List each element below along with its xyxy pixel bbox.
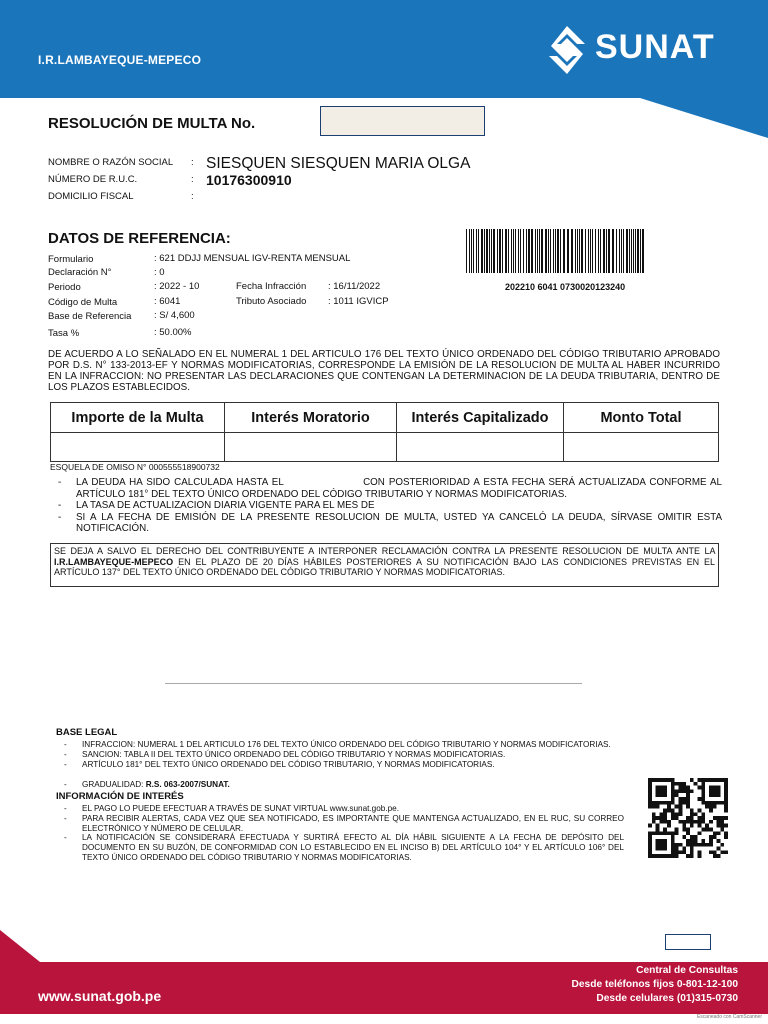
col-interes-moratorio: Interés Moratorio (225, 403, 397, 433)
barcode-icon (466, 229, 644, 273)
col-importe: Importe de la Multa (51, 403, 225, 433)
name-label: NOMBRE O RAZÓN SOCIAL (48, 157, 174, 168)
resolution-title: RESOLUCIÓN DE MULTA No. (48, 115, 256, 132)
fecha-label: Fecha Infracción (236, 281, 307, 292)
base-legal-item: - INFRACCION: NUMERAL 1 DEL ARTICULO 176 DEL TEXTO ÚNICO ORDENADO DEL CÓDIGO TRIBUTARIO Y NORMAS MODIFICATORIAS. (56, 740, 636, 750)
barcode-number: 202210 6041 0730020123240 (505, 282, 626, 292)
reference-title: DATOS DE REFERENCIA: (48, 230, 231, 247)
cell-interes-capitalizado (397, 433, 564, 462)
gradualidad (56, 780, 230, 790)
tributo-label: Tributo Asociado (236, 296, 307, 307)
footer-url-link[interactable]: www.sunat.gob.pe (38, 988, 162, 1004)
base-ref-label: Base de Referencia (48, 311, 132, 322)
gradualidad-value: R.S. 063-2007/SUNAT. (145, 780, 230, 789)
domicilio-sep: : (191, 191, 194, 202)
formulario-label: Formulario (48, 254, 94, 265)
base-legal-title: BASE LEGAL (56, 727, 118, 738)
intro-paragraph: DE ACUERDO A LO SEÑALADO EN EL NUMERAL 1 DEL ARTICULO 176 DEL TEXTO ÚNICO ORDENADO DEL CÓDIGO TRIBUTARIO APROBADO POR D.S. N° 133-2013-EF Y NORMAS MODIFICATORIAS, CORRESPONDE LA EMISIÓN DE LA RESOLUCION DE MULTA AL HABER INCURRIDO EN LA INFRACCION: NO PRESENTAR LAS DECLARACIONES QUE CONTENGAN LA DETERMINACION DE LA DEUDA TRIBUTARIA, DENTRO DE LOS PLAZOS ESTABLECIDOS. (48, 349, 720, 393)
ruc-label: NÚMERO DE R.U.C. (48, 174, 138, 185)
signature-line (165, 683, 582, 684)
footer-line1: Central de Consultas (636, 965, 738, 976)
ruc-value: 10176300910 (206, 172, 292, 188)
name-sep: : (191, 157, 194, 168)
cell-interes-moratorio (225, 433, 397, 462)
note-item: - LA DEUDA HA SIDO CALCULADA HASTA EL CON POSTERIORIDAD A ESTA FECHA SERÁ ACTUALIZADA CONFORME AL ARTÍCULO 181° DEL TEXTO ÚNICO ORDENADO DEL CÓDIGO TRIBUTARIO Y NORMAS MODIFICATORIAS. (50, 477, 722, 500)
ruc-sep: : (191, 174, 194, 185)
gradualidad-item (56, 780, 230, 790)
scanner-watermark: Escaneado con CamScanner (696, 1014, 762, 1020)
codigo-value: : 6041 (154, 296, 181, 307)
gradualidad-label: GRADUALIDAD: (82, 780, 146, 789)
declaracion-label: Declaración N° (48, 267, 112, 278)
footer-line2: Desde teléfonos fijos 0-801-12-100 (571, 979, 738, 990)
tasa-value: : 50.00% (154, 327, 192, 338)
base-legal-list (56, 740, 636, 769)
notes-list (50, 477, 725, 535)
table-row (51, 433, 719, 462)
declaracion-value: : 0 (154, 267, 165, 278)
col-monto-total: Monto Total (564, 403, 719, 433)
info-item: - LA NOTIFICACIÓN SE CONSIDERARÁ EFECTUADA Y SURTIRÁ EFECTO AL DÍA HÁBIL SIGUIENTE A LA FECHA DE DEPÓSITO DEL DOCUMENTO EN SU BUZÓN, DE CONFORMIDAD CON LO ESTABLECIDO EN EL INCISO B) DEL ARTÍCULO 104° Y EL ARTÍCULO 106° DEL TEXTO ÚNICO ORDENADO DEL CÓDIGO TRIBUTARIO Y NORMAS MODIFICATORIAS. (56, 833, 624, 862)
reclamacion-text-2: EN EL PLAZO DE 20 DÍAS HÁBILES POSTERIORES A SU NOTIFICACIÓN BAJO LAS CONDICIONES PREVISTAS EN EL ARTÍCULO 137° DEL TEXTO ÚNICO ORDENADO DEL CÓDIGO TRIBUTARIO Y NORMAS MODIFICATORIAS. (54, 556, 715, 577)
info-item: - EL PAGO LO PUEDE EFECTUAR A TRAVÉS DE SUNAT VIRTUAL www.sunat.gob.pe. (56, 804, 624, 814)
fecha-value: : 16/11/2022 (328, 281, 381, 292)
name-value: SIESQUEN SIESQUEN MARIA OLGA (206, 155, 471, 172)
resolution-number-box (320, 106, 485, 136)
periodo-value: : 2022 - 10 (154, 281, 200, 292)
col-interes-capitalizado: Interés Capitalizado (397, 403, 564, 433)
tributo-value: : 1011 IGVICP (328, 296, 389, 307)
base-ref-value: : S/ 4,600 (154, 310, 195, 321)
footer-corner (0, 930, 40, 962)
reclamacion-entity: I.R.LAMBAYEQUE-MEPECO (54, 556, 174, 567)
periodo-label: Periodo (48, 282, 81, 293)
cell-importe (51, 433, 225, 462)
tasa-label: Tasa % (48, 328, 80, 339)
note-item: - LA TASA DE ACTUALIZACION DIARIA VIGENTE PARA EL MES DE (50, 500, 722, 512)
formulario-value: : 621 DDJJ MENSUAL IGV-RENTA MENSUAL (154, 253, 351, 264)
base-legal-item: - ARTÍCULO 181° DEL TEXTO ÚNICO ORDENADO DEL CÓDIGO TRIBUTARIO, Y NORMAS MODIFICATORIAS. (56, 760, 636, 770)
esquela-number: ESQUELA DE OMISO N° 000555518900732 (50, 462, 220, 472)
codigo-label: Código de Multa (48, 297, 118, 308)
cell-monto-total (564, 433, 719, 462)
info-title: INFORMACIÓN DE INTERÉS (56, 791, 184, 802)
note-item: - SI A LA FECHA DE EMISIÓN DE LA PRESENTE RESOLUCION DE MULTA, USTED YA CANCELÓ LA DEUDA, SÍRVASE OMITIR ESTA NOTIFICACIÓN. (50, 512, 722, 535)
info-list (56, 804, 624, 863)
domicilio-label: DOMICILIO FISCAL (48, 191, 134, 202)
base-legal-item: - SANCION: TABLA II DEL TEXTO ÚNICO ORDENADO DEL CÓDIGO TRIBUTARIO Y NORMAS MODIFICATORIAS. (56, 750, 636, 760)
qr-code-icon (646, 778, 730, 858)
small-box (665, 934, 711, 950)
reclamacion-box (50, 543, 719, 587)
region-label: I.R.LAMBAYEQUE-MEPECO (38, 53, 202, 67)
footer-contact (572, 964, 738, 1006)
reclamacion-text-1: SE DEJA A SALVO EL DERECHO DEL CONTRIBUYENTE A INTERPONER RECLAMACIÓN CONTRA LA PRESENTE RESOLUCION DE MULTA ANTE LA (54, 546, 715, 556)
amounts-table (50, 402, 719, 462)
footer-line3: Desde celulares (01)315-0730 (596, 993, 738, 1004)
brand-name: SUNAT (595, 28, 715, 66)
header-corner (640, 98, 768, 138)
info-item: - PARA RECIBIR ALERTAS, CADA VEZ QUE SEA NOTIFICADO, ES IMPORTANTE QUE MANTENGA ACTUALIZADO, EN EL RUC, SU CORREO ELECTRÓNICO Y NÚMERO DE CELULAR. (56, 814, 624, 834)
